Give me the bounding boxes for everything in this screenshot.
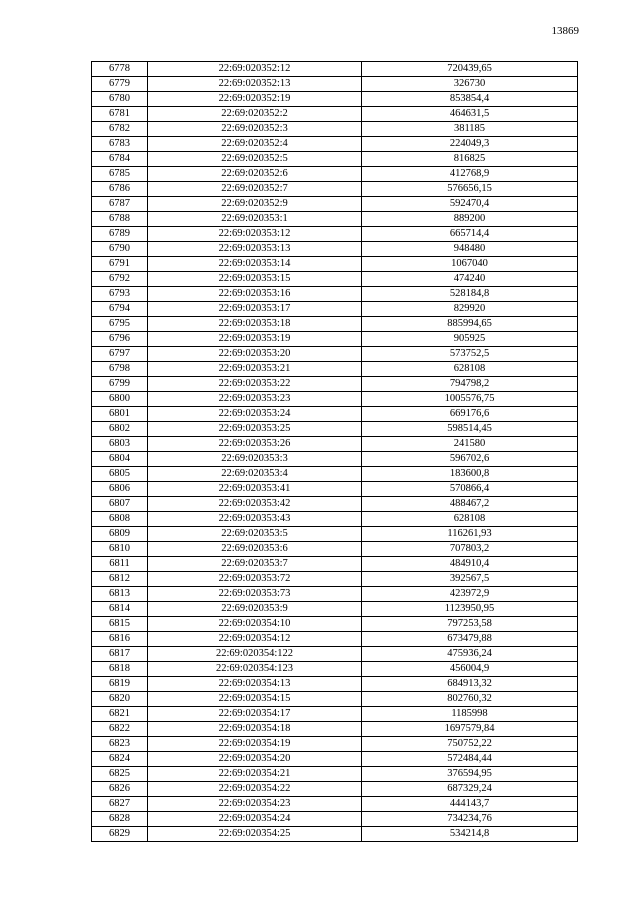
cadastral-value-cell: 1067040 (362, 257, 578, 272)
row-number-cell: 6788 (92, 212, 148, 227)
row-number-cell: 6782 (92, 122, 148, 137)
table-row (92, 437, 578, 452)
table-row (92, 182, 578, 197)
row-number-cell: 6804 (92, 452, 148, 467)
row-number-cell: 6787 (92, 197, 148, 212)
cadastral-number-cell: 22:69:020354:25 (148, 827, 362, 842)
cadastral-number-cell: 22:69:020354:123 (148, 662, 362, 677)
table-row (92, 107, 578, 122)
table-row (92, 377, 578, 392)
cadastral-value-cell: 816825 (362, 152, 578, 167)
cadastral-value-cell: 183600,8 (362, 467, 578, 482)
table-row (92, 452, 578, 467)
table-row (92, 617, 578, 632)
cadastral-number-cell: 22:69:020353:26 (148, 437, 362, 452)
table-row (92, 602, 578, 617)
cadastral-value-cell: 628108 (362, 362, 578, 377)
cadastral-number-cell: 22:69:020354:23 (148, 797, 362, 812)
table-row (92, 482, 578, 497)
cadastral-value-cell: 326730 (362, 77, 578, 92)
row-number-cell: 6814 (92, 602, 148, 617)
cadastral-number-cell: 22:69:020352:7 (148, 182, 362, 197)
table-row (92, 167, 578, 182)
cadastral-value-cell: 528184,8 (362, 287, 578, 302)
table-row (92, 542, 578, 557)
cadastral-value-cell: 598514,45 (362, 422, 578, 437)
cadastral-number-cell: 22:69:020354:18 (148, 722, 362, 737)
cadastral-value-cell: 829920 (362, 302, 578, 317)
cadastral-value-cell: 885994,65 (362, 317, 578, 332)
cadastral-number-cell: 22:69:020353:43 (148, 512, 362, 527)
table-row (92, 362, 578, 377)
table-row (92, 812, 578, 827)
cadastral-number-cell: 22:69:020353:21 (148, 362, 362, 377)
row-number-cell: 6801 (92, 407, 148, 422)
table-row (92, 752, 578, 767)
cadastral-number-cell: 22:69:020354:13 (148, 677, 362, 692)
table-row (92, 422, 578, 437)
cadastral-number-cell: 22:69:020354:10 (148, 617, 362, 632)
cadastral-number-cell: 22:69:020353:18 (148, 317, 362, 332)
cadastral-value-cell: 1697579,84 (362, 722, 578, 737)
cadastral-number-cell: 22:69:020353:41 (148, 482, 362, 497)
table-row (92, 527, 578, 542)
cadastral-value-cell: 241580 (362, 437, 578, 452)
cadastral-number-cell: 22:69:020353:13 (148, 242, 362, 257)
table-row (92, 737, 578, 752)
row-number-cell: 6822 (92, 722, 148, 737)
table-row (92, 347, 578, 362)
row-number-cell: 6780 (92, 92, 148, 107)
row-number-cell: 6805 (92, 467, 148, 482)
row-number-cell: 6795 (92, 317, 148, 332)
cadastral-value-cell: 474240 (362, 272, 578, 287)
cadastral-value-cell: 596702,6 (362, 452, 578, 467)
cadastral-value-cell: 1185998 (362, 707, 578, 722)
cadastral-value-cell: 412768,9 (362, 167, 578, 182)
row-number-cell: 6781 (92, 107, 148, 122)
table-row (92, 62, 578, 77)
row-number-cell: 6824 (92, 752, 148, 767)
table-row (92, 152, 578, 167)
cadastral-number-cell: 22:69:020352:5 (148, 152, 362, 167)
cadastral-value-cell: 665714,4 (362, 227, 578, 242)
table-row (92, 407, 578, 422)
cadastral-value-cell: 948480 (362, 242, 578, 257)
row-number-cell: 6803 (92, 437, 148, 452)
table-row (92, 137, 578, 152)
cadastral-value-cell: 392567,5 (362, 572, 578, 587)
cadastral-value-cell: 889200 (362, 212, 578, 227)
page-number: 13869 (551, 25, 579, 37)
cadastral-number-cell: 22:69:020353:19 (148, 332, 362, 347)
row-number-cell: 6825 (92, 767, 148, 782)
table-row (92, 92, 578, 107)
cadastral-number-cell: 22:69:020352:6 (148, 167, 362, 182)
row-number-cell: 6829 (92, 827, 148, 842)
cadastral-value-cell: 464631,5 (362, 107, 578, 122)
cadastral-number-cell: 22:69:020353:23 (148, 392, 362, 407)
cadastral-number-cell: 22:69:020353:3 (148, 452, 362, 467)
cadastral-number-cell: 22:69:020354:21 (148, 767, 362, 782)
row-number-cell: 6818 (92, 662, 148, 677)
table-row (92, 782, 578, 797)
cadastral-number-cell: 22:69:020353:6 (148, 542, 362, 557)
cadastral-value-cell: 734234,76 (362, 812, 578, 827)
cadastral-value-cell: 444143,7 (362, 797, 578, 812)
cadastral-value-cell: 376594,95 (362, 767, 578, 782)
cadastral-value-cell: 116261,93 (362, 527, 578, 542)
cadastral-number-cell: 22:69:020354:19 (148, 737, 362, 752)
cadastral-value-cell: 573752,5 (362, 347, 578, 362)
cadastral-number-cell: 22:69:020353:73 (148, 587, 362, 602)
table-row (92, 797, 578, 812)
cadastral-value-cell: 423972,9 (362, 587, 578, 602)
row-number-cell: 6819 (92, 677, 148, 692)
row-number-cell: 6779 (92, 77, 148, 92)
cadastral-value-cell: 628108 (362, 512, 578, 527)
cadastral-number-cell: 22:69:020352:9 (148, 197, 362, 212)
cadastral-number-cell: 22:69:020354:15 (148, 692, 362, 707)
cadastral-number-cell: 22:69:020353:25 (148, 422, 362, 437)
row-number-cell: 6826 (92, 782, 148, 797)
cadastral-number-cell: 22:69:020352:19 (148, 92, 362, 107)
cadastral-number-cell: 22:69:020353:12 (148, 227, 362, 242)
cadastral-number-cell: 22:69:020352:3 (148, 122, 362, 137)
table-row (92, 212, 578, 227)
table-row (92, 557, 578, 572)
table-row (92, 272, 578, 287)
row-number-cell: 6823 (92, 737, 148, 752)
cadastral-value-table (91, 61, 578, 842)
table-row (92, 587, 578, 602)
table-row (92, 242, 578, 257)
cadastral-value-cell: 456004,9 (362, 662, 578, 677)
cadastral-value-cell: 1123950,95 (362, 602, 578, 617)
row-number-cell: 6812 (92, 572, 148, 587)
cadastral-number-cell: 22:69:020353:4 (148, 467, 362, 482)
cadastral-value-cell: 592470,4 (362, 197, 578, 212)
row-number-cell: 6820 (92, 692, 148, 707)
row-number-cell: 6794 (92, 302, 148, 317)
cadastral-number-cell: 22:69:020353:17 (148, 302, 362, 317)
table-row (92, 287, 578, 302)
table-row (92, 662, 578, 677)
row-number-cell: 6799 (92, 377, 148, 392)
table-row (92, 647, 578, 662)
row-number-cell: 6808 (92, 512, 148, 527)
table-row (92, 632, 578, 647)
cadastral-number-cell: 22:69:020353:16 (148, 287, 362, 302)
row-number-cell: 6817 (92, 647, 148, 662)
cadastral-value-cell: 576656,15 (362, 182, 578, 197)
row-number-cell: 6778 (92, 62, 148, 77)
table-row (92, 392, 578, 407)
cadastral-value-cell: 687329,24 (362, 782, 578, 797)
row-number-cell: 6791 (92, 257, 148, 272)
row-number-cell: 6811 (92, 557, 148, 572)
row-number-cell: 6821 (92, 707, 148, 722)
row-number-cell: 6783 (92, 137, 148, 152)
cadastral-value-cell: 475936,24 (362, 647, 578, 662)
table-row (92, 677, 578, 692)
cadastral-number-cell: 22:69:020354:22 (148, 782, 362, 797)
cadastral-value-cell: 224049,3 (362, 137, 578, 152)
row-number-cell: 6813 (92, 587, 148, 602)
cadastral-number-cell: 22:69:020353:20 (148, 347, 362, 362)
row-number-cell: 6786 (92, 182, 148, 197)
cadastral-number-cell: 22:69:020353:42 (148, 497, 362, 512)
row-number-cell: 6784 (92, 152, 148, 167)
row-number-cell: 6816 (92, 632, 148, 647)
cadastral-value-cell: 1005576,75 (362, 392, 578, 407)
cadastral-number-cell: 22:69:020354:17 (148, 707, 362, 722)
table-row (92, 227, 578, 242)
cadastral-number-cell: 22:69:020353:15 (148, 272, 362, 287)
cadastral-value-cell: 853854,4 (362, 92, 578, 107)
cadastral-number-cell: 22:69:020353:72 (148, 572, 362, 587)
table-row (92, 332, 578, 347)
row-number-cell: 6785 (92, 167, 148, 182)
table-row (92, 827, 578, 842)
table-row (92, 122, 578, 137)
row-number-cell: 6807 (92, 497, 148, 512)
cadastral-value-cell: 534214,8 (362, 827, 578, 842)
table-row (92, 302, 578, 317)
row-number-cell: 6793 (92, 287, 148, 302)
row-number-cell: 6827 (92, 797, 148, 812)
row-number-cell: 6790 (92, 242, 148, 257)
table-row (92, 467, 578, 482)
cadastral-number-cell: 22:69:020353:24 (148, 407, 362, 422)
table-row (92, 77, 578, 92)
table-row (92, 707, 578, 722)
row-number-cell: 6828 (92, 812, 148, 827)
table-row (92, 572, 578, 587)
cadastral-number-cell: 22:69:020354:24 (148, 812, 362, 827)
cadastral-value-cell: 488467,2 (362, 497, 578, 512)
row-number-cell: 6800 (92, 392, 148, 407)
cadastral-number-cell: 22:69:020353:7 (148, 557, 362, 572)
cadastral-value-cell: 684913,32 (362, 677, 578, 692)
row-number-cell: 6810 (92, 542, 148, 557)
cadastral-number-cell: 22:69:020353:22 (148, 377, 362, 392)
cadastral-number-cell: 22:69:020353:5 (148, 527, 362, 542)
cadastral-number-cell: 22:69:020354:12 (148, 632, 362, 647)
table-row (92, 692, 578, 707)
cadastral-value-cell: 794798,2 (362, 377, 578, 392)
cadastral-number-cell: 22:69:020352:2 (148, 107, 362, 122)
row-number-cell: 6797 (92, 347, 148, 362)
cadastral-value-cell: 484910,4 (362, 557, 578, 572)
row-number-cell: 6802 (92, 422, 148, 437)
table-row (92, 722, 578, 737)
cadastral-value-cell: 720439,65 (362, 62, 578, 77)
cadastral-value-cell: 750752,22 (362, 737, 578, 752)
cadastral-number-cell: 22:69:020353:9 (148, 602, 362, 617)
table-row (92, 767, 578, 782)
row-number-cell: 6809 (92, 527, 148, 542)
cadastral-value-cell: 381185 (362, 122, 578, 137)
cadastral-number-cell: 22:69:020352:4 (148, 137, 362, 152)
cadastral-number-cell: 22:69:020353:14 (148, 257, 362, 272)
cadastral-value-cell: 570866,4 (362, 482, 578, 497)
table-row (92, 512, 578, 527)
cadastral-value-cell: 572484,44 (362, 752, 578, 767)
cadastral-value-cell: 673479,88 (362, 632, 578, 647)
table-row (92, 197, 578, 212)
cadastral-number-cell: 22:69:020352:12 (148, 62, 362, 77)
table-row (92, 497, 578, 512)
row-number-cell: 6789 (92, 227, 148, 242)
cadastral-number-cell: 22:69:020353:1 (148, 212, 362, 227)
cadastral-number-cell: 22:69:020354:122 (148, 647, 362, 662)
row-number-cell: 6806 (92, 482, 148, 497)
row-number-cell: 6796 (92, 332, 148, 347)
table-row (92, 257, 578, 272)
cadastral-value-cell: 797253,58 (362, 617, 578, 632)
row-number-cell: 6798 (92, 362, 148, 377)
cadastral-value-cell: 669176,6 (362, 407, 578, 422)
cadastral-number-cell: 22:69:020354:20 (148, 752, 362, 767)
table-row (92, 317, 578, 332)
cadastral-value-cell: 905925 (362, 332, 578, 347)
cadastral-value-cell: 707803,2 (362, 542, 578, 557)
row-number-cell: 6792 (92, 272, 148, 287)
table-body (92, 62, 578, 842)
row-number-cell: 6815 (92, 617, 148, 632)
cadastral-number-cell: 22:69:020352:13 (148, 77, 362, 92)
cadastral-value-cell: 802760,32 (362, 692, 578, 707)
